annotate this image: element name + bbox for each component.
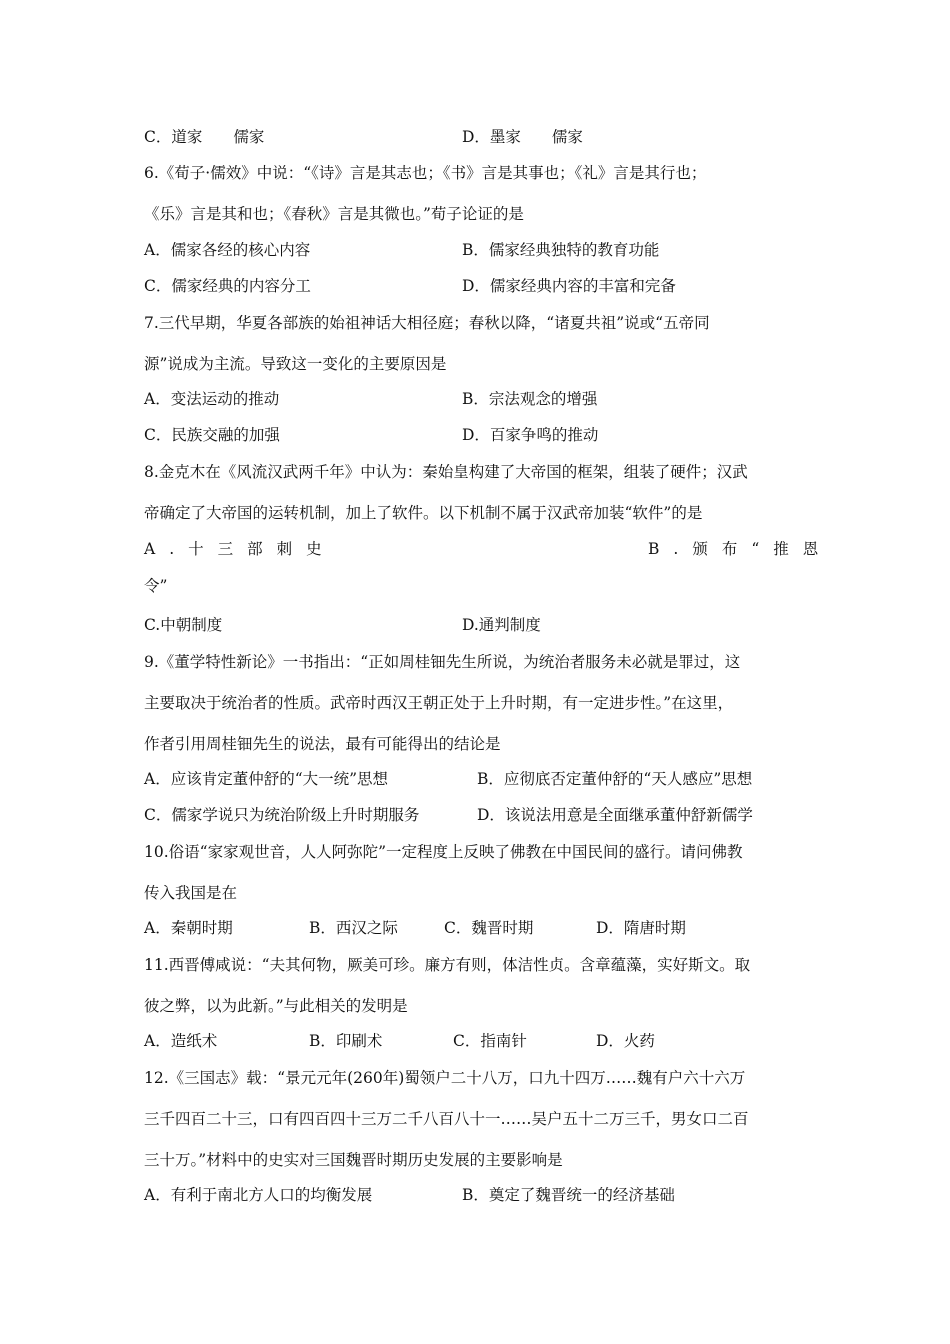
q10-option-b: B．西汉之际 <box>309 919 398 937</box>
q7-stem-line2: 源”说成为主流。导致这一变化的主要原因是 <box>144 355 447 373</box>
q12-option-a: A．有利于南北方人口的均衡发展 <box>144 1186 373 1204</box>
q11-stem-line2: 彼之弊，以为此新。”与此相关的发明是 <box>144 997 408 1015</box>
q10-option-a: A．秦朝时期 <box>144 919 233 937</box>
q9-option-d: D．该说法用意是全面继承董仲舒新儒学 <box>477 806 753 824</box>
q12-stem-line2: 三千四百二十三，口有四百四十三万二千八百八十一……吴户五十二万三千，男女口二百 <box>144 1110 749 1128</box>
q11-stem-line1: 11.西晋傅咸说：“夫其何物，厥美可珍。廉方有则，体洁性贞。含章蕴藻，实好斯文。取 <box>144 956 751 974</box>
q8-option-b-continued: 令” <box>144 577 168 595</box>
q6-option-a: A．儒家各经的核心内容 <box>144 241 311 259</box>
q7-option-b: B．宗法观念的增强 <box>462 390 598 408</box>
q10-stem-line1: 10.俗语“家家观世音，人人阿弥陀”一定程度上反映了佛教在中国民间的盛行。请问佛教 <box>144 843 743 861</box>
q9-stem-line1: 9.《董学特性新论》一书指出：“正如周桂钿先生所说，为统治者服务未必就是罪过，这 <box>144 653 741 671</box>
q8-stem-line2: 帝确定了大帝国的运转机制，加上了软件。以下机制不属于汉武帝加装“软件”的是 <box>144 504 703 522</box>
q7-stem-line1: 7.三代早期，华夏各部族的始祖神话大相径庭；春秋以降，“诸夏共祖”说或“五帝同 <box>144 314 710 332</box>
q6-option-b: B．儒家经典独特的教育功能 <box>462 241 660 259</box>
q6-stem-line2: 《乐》言是其和也；《春秋》言是其微也。”荀子论证的是 <box>144 205 524 223</box>
q12-option-b: B．奠定了魏晋统一的经济基础 <box>462 1186 675 1204</box>
q6-option-c: C．儒家经典的内容分工 <box>144 277 311 295</box>
q9-stem-line2: 主要取决于统治者的性质。武帝时西汉王朝正处于上升时期，有一定进步性。”在这里， <box>144 694 734 712</box>
q10-stem-line2: 传入我国是在 <box>144 884 238 902</box>
q5-option-c: C．道家 儒家 <box>144 128 265 146</box>
q9-option-c: C．儒家学说只为统治阶级上升时期服务 <box>144 806 420 824</box>
q9-option-b: B．应彻底否定董仲舒的“天人感应”思想 <box>477 770 753 788</box>
q7-option-d: D．百家争鸣的推动 <box>462 426 599 444</box>
q8-option-b: B.颁布“推恩 <box>648 540 833 558</box>
q7-option-c: C．民族交融的加强 <box>144 426 280 444</box>
q9-stem-line3: 作者引用周桂钿先生的说法，最有可能得出的结论是 <box>144 735 501 753</box>
q6-option-d: D．儒家经典内容的丰富和完备 <box>462 277 676 295</box>
q11-option-d: D．火药 <box>596 1032 655 1050</box>
q6-stem-line1: 6.《荀子·儒效》中说：“《诗》言是其志也；《书》言是其事也；《礼》言是其行也； <box>144 164 707 182</box>
q9-option-a: A．应该肯定董仲舒的“大一统”思想 <box>144 770 389 788</box>
q8-option-c: C.中朝制度 <box>144 616 223 634</box>
q5-option-d: D．墨家 儒家 <box>462 128 583 146</box>
q11-option-a: A．造纸术 <box>144 1032 218 1050</box>
q10-option-d: D．隋唐时期 <box>596 919 686 937</box>
q11-option-c: C．指南针 <box>453 1032 527 1050</box>
q12-stem-line1: 12.《三国志》载：“景元元年(260年)蜀领户二十八万，口九十四万……魏有户六十六万 <box>144 1069 746 1087</box>
q8-option-a: A.十三部刺史 <box>144 540 336 558</box>
q8-stem-line1: 8.金克木在《风流汉武两千年》中认为：秦始皇构建了大帝国的框架，组装了硬件；汉武 <box>144 463 748 481</box>
q7-option-a: A．变法运动的推动 <box>144 390 280 408</box>
q11-option-b: B．印刷术 <box>309 1032 383 1050</box>
q8-option-d: D.通判制度 <box>462 616 541 634</box>
q10-option-c: C．魏晋时期 <box>444 919 534 937</box>
q12-stem-line3: 三十万。”材料中的史实对三国魏晋时期历史发展的主要影响是 <box>144 1151 563 1169</box>
